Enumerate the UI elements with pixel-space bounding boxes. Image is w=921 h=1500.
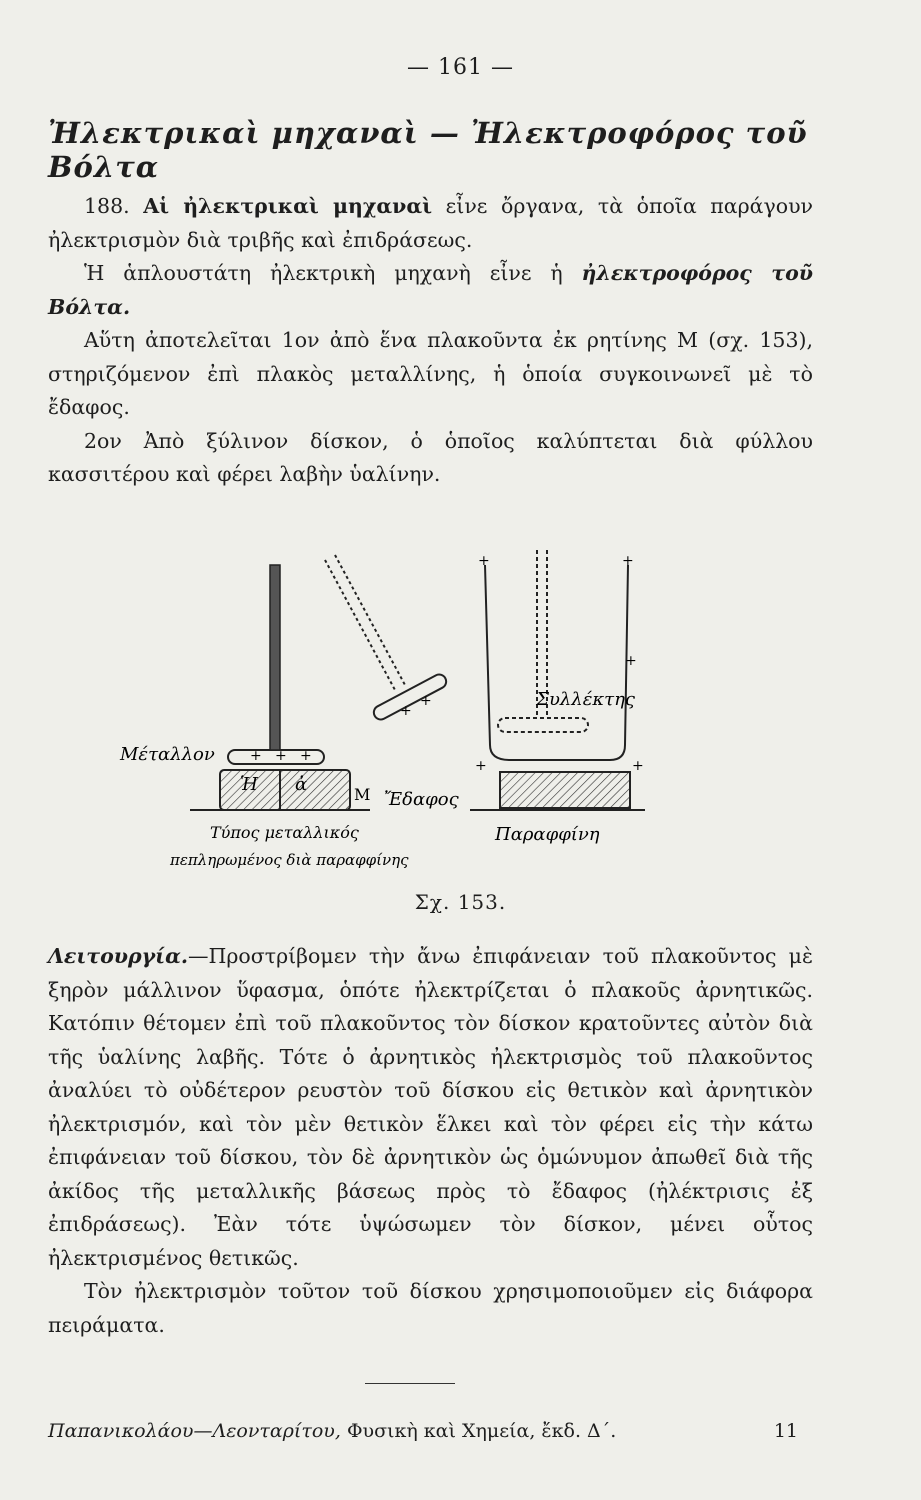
paragraph-part-one: Αὕτη ἀποτελεῖται 1ον ἀπὸ ἕνα πλακοῦντα ἐκ ρητίνης Μ (σχ. 153), στηριζόμενον ἐπὶ πλακὸς μεταλλίνης, ἡ ὁποία συγκοινωνεῖ μὲ τὸ ἔδαφος.: [48, 328, 813, 419]
term-electric-machines: Αἱ ἠλεκτρικαὶ μηχαναὶ: [143, 194, 433, 218]
label-edafos: Ἔδαφος: [384, 789, 459, 810]
disc-on-resin-drawing: [228, 565, 324, 764]
footer: [48, 1420, 798, 1442]
operation-text: [48, 940, 813, 1342]
paragraph-operation: [48, 940, 813, 1275]
charge-sign: +: [400, 703, 412, 719]
label-typos-line1: Τύπος μεταλλικός: [210, 823, 359, 842]
paragraph-188: [48, 190, 813, 257]
section-heading: Ἠλεκτρικαὶ μηχαναὶ — Ἠλεκτροφόρος τοῦ Βόλτα: [48, 116, 808, 184]
charge-sign: +: [625, 653, 637, 669]
label-cell-alpha: ἀ: [295, 774, 308, 795]
paragraph-number: 188.: [84, 194, 130, 218]
page-number: — 161 —: [407, 55, 514, 80]
paragraph-part-two: 2ον Ἀπὸ ξύλινον δίσκον, ὁ ὁποῖος καλύπτεται διὰ φύλλου κασσιτέρου καὶ φέρει λαβὴν ὑαλίνην.: [48, 428, 813, 486]
operation-description: —Προστρίβομεν τὴν ἄνω ἐπιφάνειαν τοῦ πλακοῦντος μὲ ξηρὸν μάλλινον ὕφασμα, ὁπότε ἠλεκτρίζεται ὁ πλακοῦς ἀρνητικῶς. Κατόπιν θέτομεν ἐπὶ τοῦ πλακοῦντος τὸν δίσκον κρατοῦντες αὐτὸν διὰ τῆς ὑαλίνης λαβῆς. Τότε ὁ ἀρνητικὸς ἠλεκτρισμὸς τοῦ πλακοῦντος ἀναλύει τὸ οὐδέτερον ρευστὸν τοῦ δίσκου εἰς θετικὸν καὶ ἀρνητικὸν ἠλεκτρισμόν, καὶ τὸν μὲν θετικὸν ἕλκει καὶ τὸν φέρει εἰς τὴν κάτω ἐπιφάνειαν τοῦ δίσκου, τὸν δὲ ἀρνητικὸν ὡς ὁμώνυμον ἀπωθεῖ διὰ τῆς ἀκίδος τῆς μεταλλικῆς βάσεως πρὸς τὸ ἔδαφος (ἠλέκτρισις ἐξ ἐπιδράσεως). Ἐὰν τότε ὑψώσωμεν τὸν δίσκον, μένει οὗτος ἠλεκτρισμένος θετικῶς.: [48, 944, 813, 1270]
charge-sign: +: [622, 553, 634, 569]
label-M: M: [354, 785, 371, 804]
metal-base-drawing: [190, 770, 370, 810]
label-typos-line2: πεπληρωμένος διὰ παραφφίνης: [170, 851, 409, 869]
collector-drawing: [470, 550, 645, 810]
figure-153-diagram: [100, 520, 660, 880]
signature-mark: 11: [773, 1420, 798, 1442]
paragraph-electrophorus-intro: [48, 257, 813, 324]
charge-sign: +: [420, 693, 432, 709]
footer-divider: [365, 1383, 455, 1384]
charge-sign: +: [632, 758, 644, 774]
intro-text: [48, 190, 813, 492]
paragraph-experiments: Τὸν ἠλεκτρισμὸν τοῦτον τοῦ δίσκου χρησιμοποιοῦμεν εἰς διάφορα πειράματα.: [48, 1279, 813, 1337]
paragraph-electrophorus-start: Ἡ ἁπλουστάτη ἠλεκτρικὴ μηχανὴ εἶνε ἡ: [84, 261, 563, 285]
charge-sign: +: [300, 748, 312, 764]
charge-sign: +: [275, 748, 287, 764]
label-paraffini: Παραφφίνη: [495, 824, 600, 845]
label-cell-eta: Ἡ: [240, 774, 258, 795]
charge-sign: +: [478, 553, 490, 569]
footer-book-title: Φυσικὴ καὶ Χημεία, ἔκδ. Δ΄.: [346, 1420, 617, 1442]
charge-sign: +: [250, 748, 262, 764]
footer-authors: Παπανικολάου—Λεονταρίτου,: [48, 1420, 341, 1442]
figure-caption: Σχ. 153.: [414, 890, 507, 914]
charge-sign: +: [475, 758, 487, 774]
label-metallon: Μέταλλον: [120, 744, 215, 765]
term-operation: Λειτουργία.: [48, 944, 188, 968]
paragraph-188-rest: εἶνε ὄργανα, τὰ ὁποῖα παράγουν ἠλεκτρισμὸν διὰ τριβῆς καὶ ἐπιδράσεως.: [48, 194, 813, 252]
label-syllektis: Συλλέκτης: [536, 689, 635, 710]
term-electrophorus: ἠλεκτροφόρος τοῦ Βόλτα.: [48, 261, 813, 319]
